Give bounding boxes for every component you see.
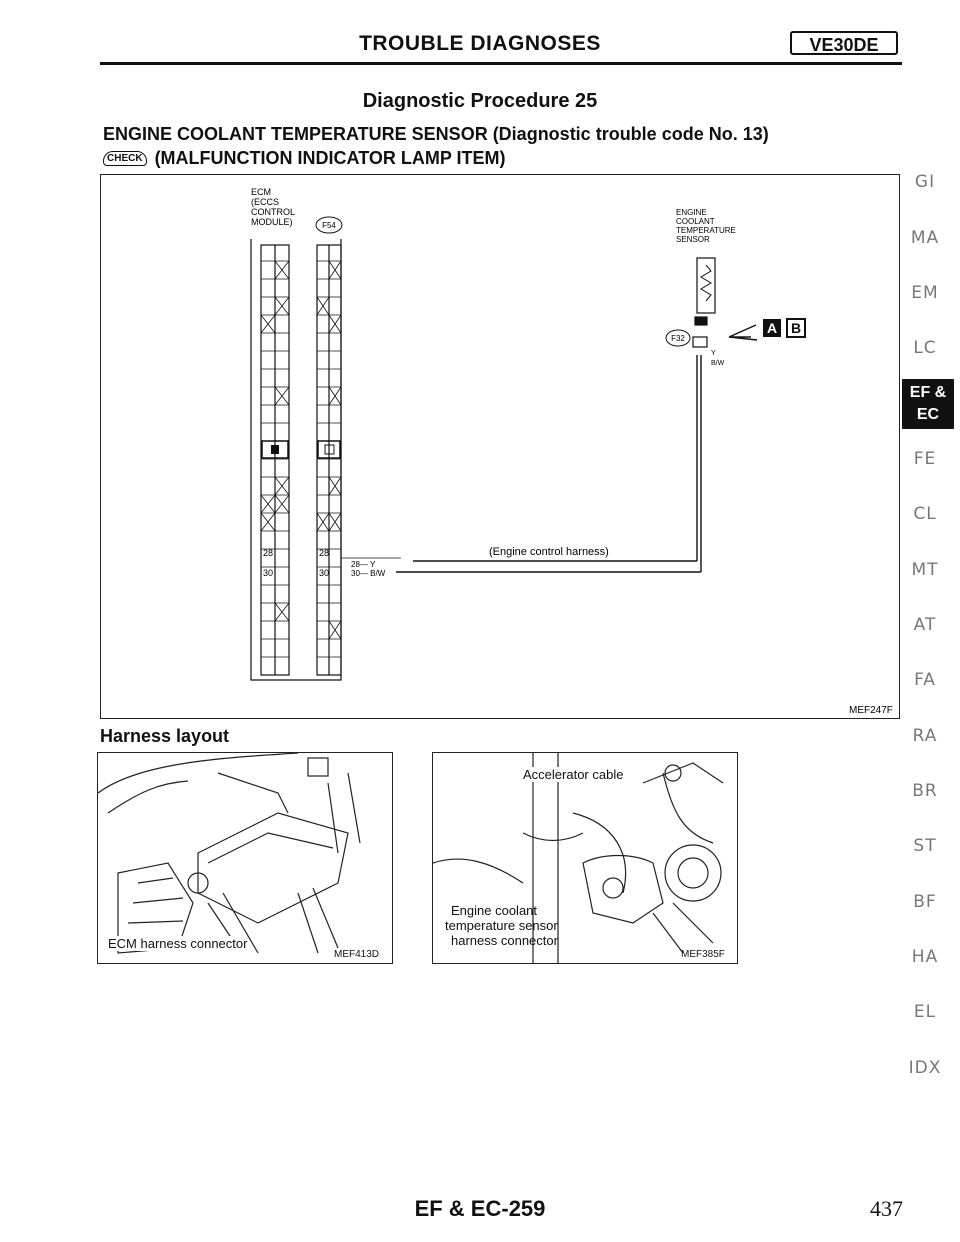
wiring-diagram (100, 174, 900, 719)
sidebar-tab-bf[interactable]: BF (913, 892, 937, 912)
sidebar-tab-st[interactable]: ST (913, 836, 937, 856)
photo1-figure-code: MEF413D (334, 949, 380, 960)
mil-line (103, 148, 506, 169)
sensor-label-3: TEMPERATURE (676, 226, 736, 235)
sensor-label-2: COOLANT (676, 217, 715, 226)
sidebar-tab-ha[interactable]: HA (911, 947, 939, 967)
sidebar-tab-ef-ec[interactable] (902, 379, 954, 429)
sidebar-tab-idx[interactable]: IDX (908, 1058, 942, 1078)
sidebar-tab-ma[interactable]: MA (910, 228, 940, 248)
accelerator-cable-label: Accelerator cable (523, 767, 624, 782)
ecm-harness-illustration (98, 753, 392, 963)
check-icon: CHECK (103, 151, 147, 166)
ecm-label-4: MODULE) (251, 217, 293, 227)
sidebar-tab-fa[interactable]: FA (914, 670, 936, 690)
page-footer-title: EF & EC-259 (414, 1196, 546, 1221)
diagram-figure-code: MEF247F (849, 705, 893, 716)
sidebar-tab-at[interactable]: AT (913, 615, 937, 635)
ecm-outline (251, 239, 341, 680)
sensor-wire-bw: B/W (711, 360, 725, 367)
wire-label-28: 28— Y (351, 560, 376, 569)
sidebar-tab-el[interactable]: EL (913, 1002, 937, 1022)
sidebar-tab-gi[interactable]: GI (914, 172, 936, 192)
connector-f54: F54 (322, 221, 336, 230)
sidebar-tab-fe[interactable]: FE (913, 449, 937, 469)
sidebar-tab-mt[interactable]: MT (911, 560, 939, 580)
ecm-label-1: ECM (251, 187, 271, 197)
sidebar-tab-em[interactable]: EM (911, 283, 939, 303)
harness-label: (Engine control harness) (489, 546, 609, 558)
photo2-figure-code: MEF385F (681, 949, 725, 960)
sidebar-tab-br[interactable]: BR (912, 781, 938, 801)
sensor-wire-y: Y (711, 350, 716, 357)
sensor-connector-label-3: harness connector (451, 933, 558, 948)
harness-layout-heading: Harness layout (100, 726, 230, 746)
ab-label-b: B (790, 320, 802, 336)
pin-28-left: 28 (263, 548, 274, 558)
header-rule (100, 62, 902, 65)
connector-f32: F32 (671, 334, 685, 343)
sidebar-tab-cl[interactable]: CL (913, 504, 937, 524)
pin-28-right: 28 (319, 548, 330, 558)
sensor-connector-label-2: temperature sensor (445, 918, 558, 933)
sensor-connector-label-1: Engine coolant (451, 903, 538, 918)
ab-label-a: A (766, 320, 778, 336)
ecm-harness-connector-label: ECM harness connector (108, 936, 248, 951)
coolant-sensor-photo (432, 752, 738, 964)
sidebar-active-line-2: EC (916, 406, 940, 423)
procedure-title: Diagnostic Procedure 25 (362, 90, 598, 112)
engine-badge: VE30DE (790, 31, 898, 55)
sensor-label-4: SENSOR (676, 235, 710, 244)
page-header-title: TROUBLE DIAGNOSES (359, 32, 601, 55)
sidebar-active-line-1: EF & (909, 384, 947, 401)
pin-30-left: 30 (263, 568, 274, 578)
sidebar-tab-lc[interactable]: LC (913, 338, 937, 358)
ecm-harness-photo (97, 752, 393, 964)
ecm-label-3: CONTROL (251, 207, 296, 217)
ecm-label-2: (ECCS (251, 197, 280, 207)
wiring-diagram-svg (101, 175, 899, 718)
page-number: 437 (870, 1196, 903, 1221)
sidebar-tab-ra[interactable]: RA (912, 726, 938, 746)
wire-label-30: 30— B/W (351, 569, 386, 578)
mil-text: (MALFUNCTION INDICATOR LAMP ITEM) (154, 148, 506, 168)
pin-30-right: 30 (319, 568, 330, 578)
section-title: ENGINE COOLANT TEMPERATURE SENSOR (Diagnostic trouble code No. 13) (103, 124, 769, 144)
sensor-label-1: ENGINE (676, 208, 707, 217)
